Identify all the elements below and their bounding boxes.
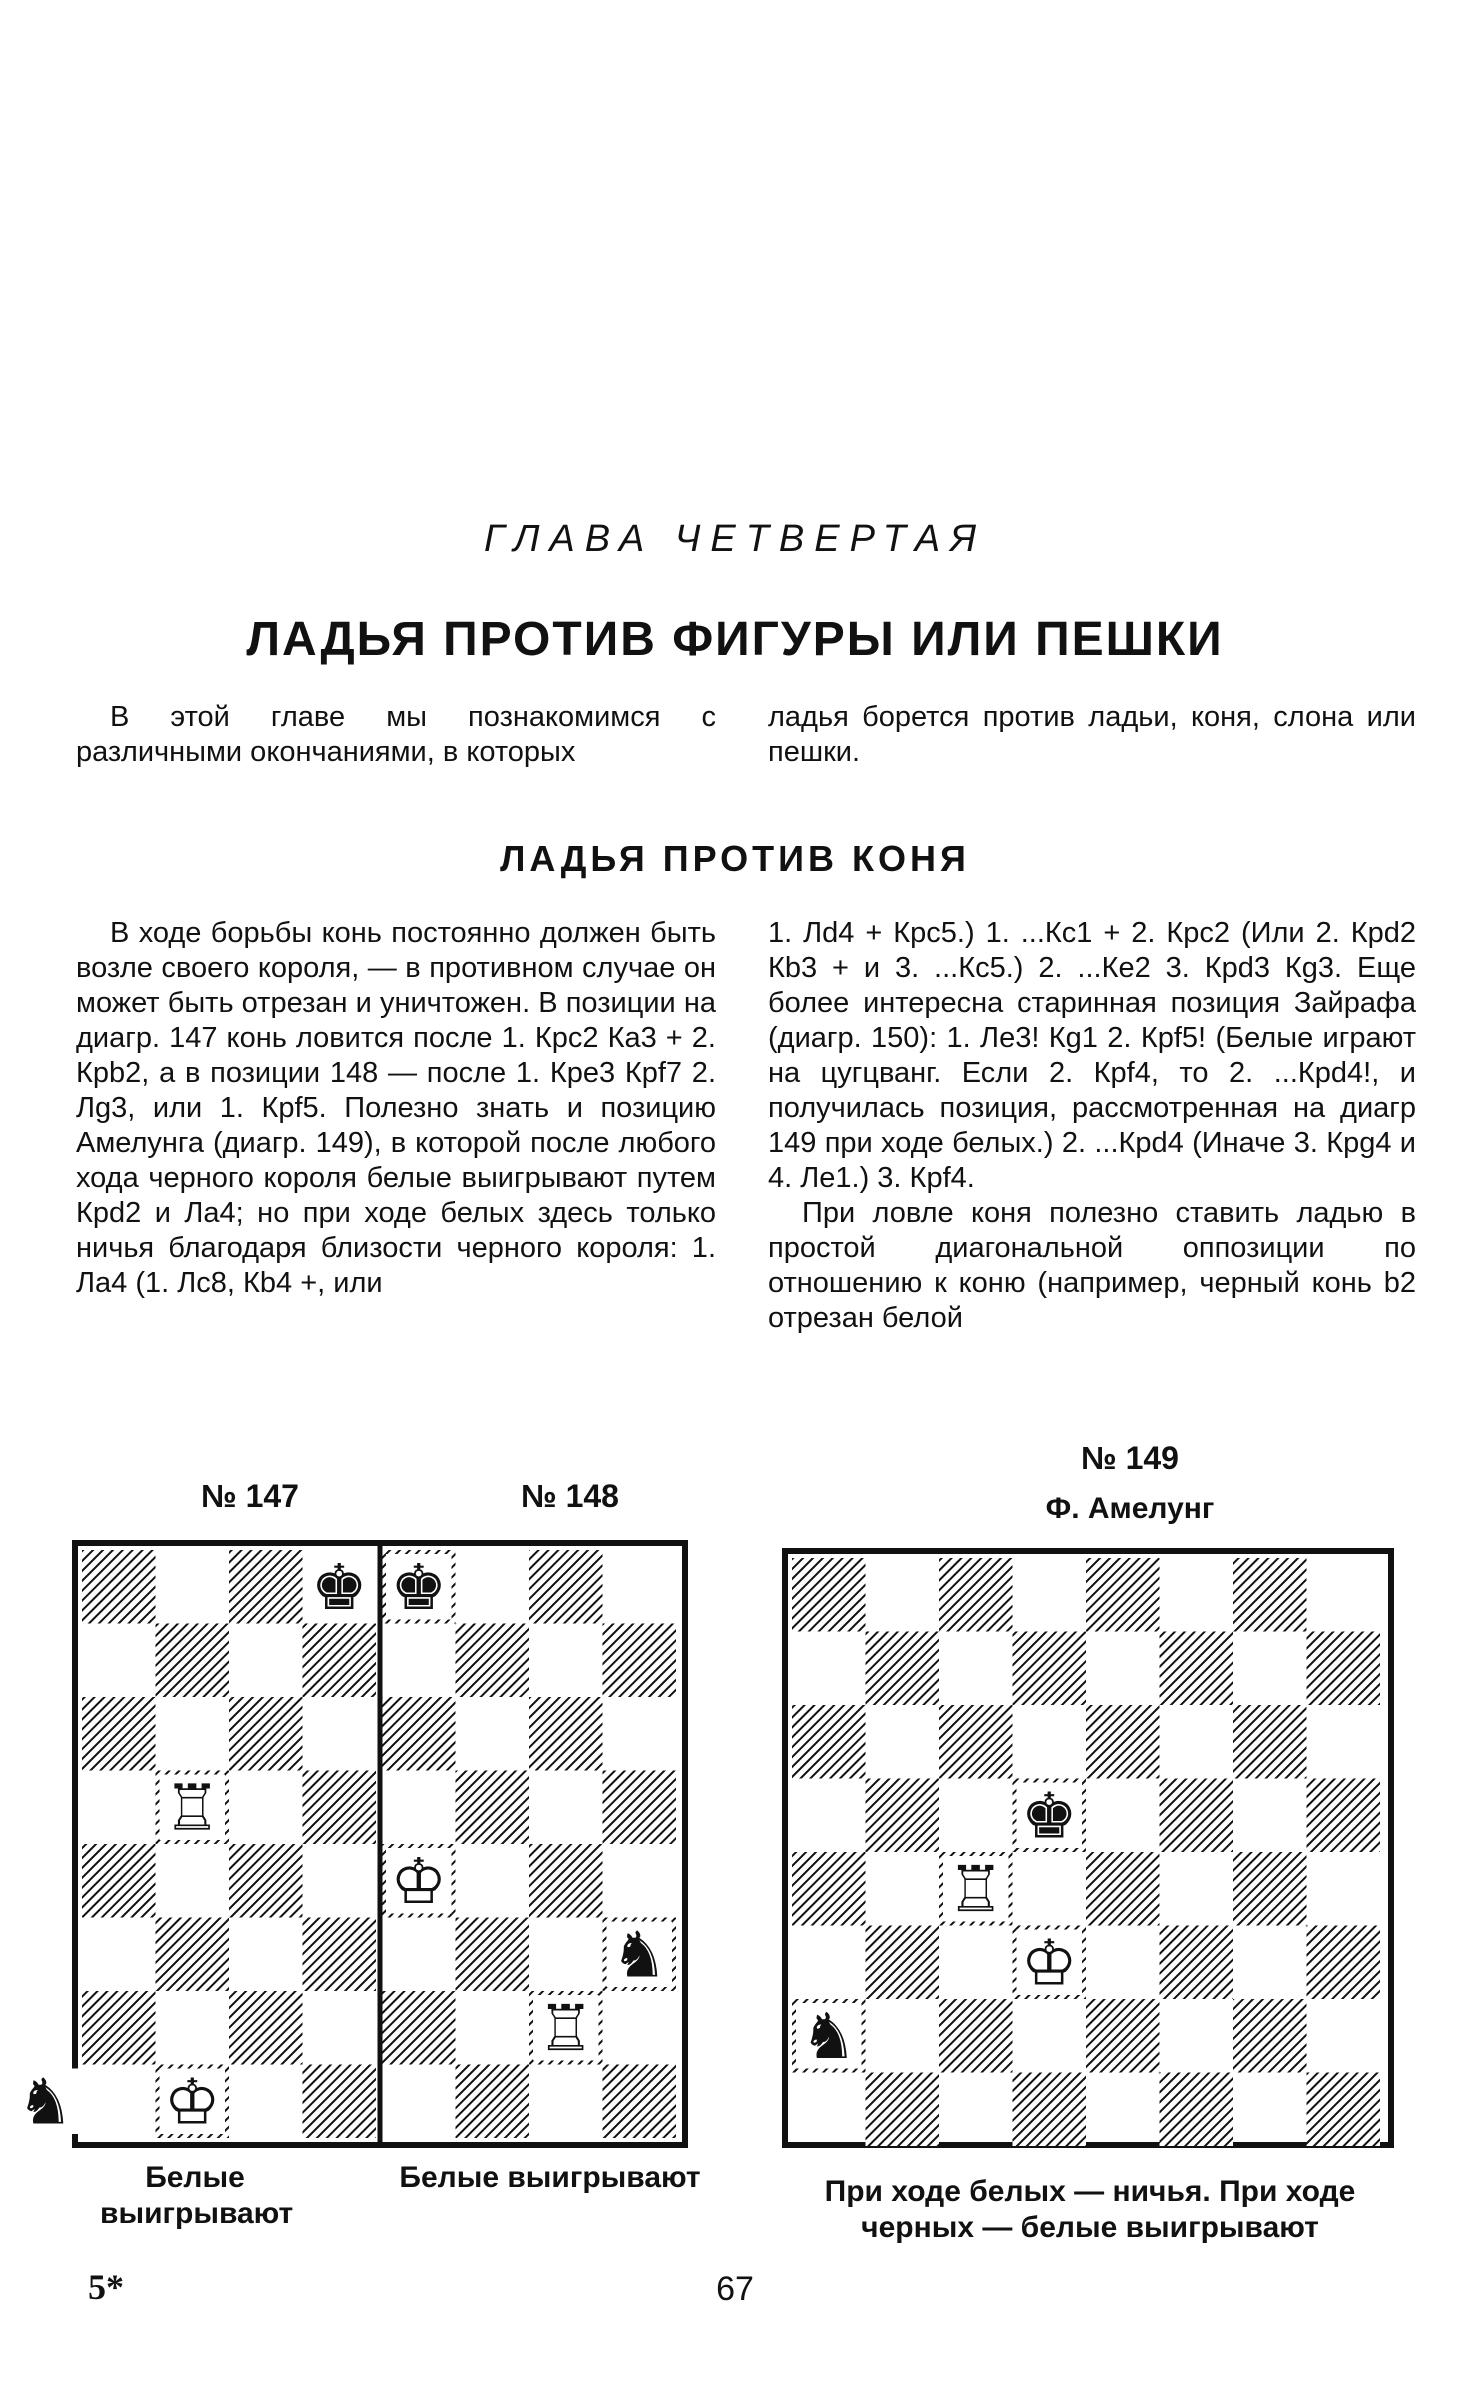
piece-148-white-king-a4: ♔ [390, 1843, 448, 1918]
dark-square [82, 1697, 156, 1771]
diagram-149-author: Ф. Амелунг [1045, 1492, 1215, 1525]
dark-square [529, 1844, 603, 1918]
right-column-p1: 1. Лd4 + Крс5.) 1. ...Кс1 + 2. Крс2 (Или 2. Крd2 Кb3 + и 3. ...Кс5.) 2. ...Ке2 3. Крd3 Кg3. Еще более интересна старинная позиция Зайрафа (диагр. 150): 1. Ле3! Кg1 2. Крf5! (Белые играют на цугцванг. Если 2. Крf4, то 2. ...Крd4!, и получилась позиция, рассмотренная на диагр 149 при ходе белых.) 2. ...Крd4 (Иначе 3. Крg4 и 4. Ле1.) 3. Крf4. [768, 917, 1416, 1194]
dark-square [1086, 1999, 1160, 2073]
diagram-148-caption: Белые выигрывают [399, 2161, 701, 2194]
left-column [76, 916, 716, 1301]
dark-square [939, 1999, 1013, 2073]
dark-square [1307, 2073, 1381, 2147]
dark-square [1233, 1558, 1307, 1632]
right-column-p2: При ловле коня полезно ставить ладью в простой диагональной оппозиции по отношению к коню (например, черный конь b2 отрезан белой [768, 1197, 1416, 1334]
intro-right [768, 700, 1416, 770]
piece-149-black-king-d5: ♚ [1020, 1778, 1078, 1853]
piece-149-white-rook-c4: ♖ [947, 1851, 1005, 1926]
dark-square [792, 1852, 866, 1926]
piece-147-white-rook-d5: ♖ [163, 1770, 221, 1845]
diagram-149-board-frame [782, 1548, 1394, 2148]
dark-square [939, 1705, 1013, 1779]
diagram-149-caption: При ходе белых — ничья. При ходе черных — белые выигрывают [824, 2175, 1356, 2244]
dark-square [456, 1918, 530, 1992]
dark-square [456, 1624, 530, 1698]
dark-square [156, 1918, 230, 1992]
dark-square [229, 1697, 303, 1771]
piece-147-black-knight-b1: ♞ [16, 2064, 74, 2139]
dark-square [303, 2065, 377, 2139]
dark-square [82, 1550, 156, 1624]
dark-square [82, 1991, 156, 2065]
dark-square [866, 2073, 940, 2147]
dark-square [229, 1550, 303, 1624]
diagram-147-148-board-pair [16, 1540, 688, 2148]
intro-left-text: В этой главе мы познакомимся с различными окончаниями, в которых [76, 701, 716, 768]
dark-square [1086, 1852, 1160, 1926]
dark-square [1307, 1926, 1381, 2000]
chapter-title: ЛАДЬЯ ПРОТИВ ФИГУРЫ ИЛИ ПЕШКИ [246, 613, 1224, 666]
dark-square [229, 1991, 303, 2065]
dark-square [1307, 1632, 1381, 1706]
dark-square [792, 1705, 866, 1779]
dark-square [1160, 1779, 1234, 1853]
left-column-text: В ходе борьбы конь постоянно должен быть возле своего короля, — в противном случае он может быть отрезан и уничтожен. В позиции на диагр. 147 конь ловится после 1. Крс2 Ка3 + 2. Крb2, а в позиции 148 — после 1. Кре3 Крf7 2. Лg3, или 1. Крf5. Полезно знать и позицию Амелунга (диагр. 149), в которой после любого хода черного короля белые выигрывают путем Крd2 и Ла4; но при ходе белых здесь только ничья благодаря близости черного короля: 1. Ла4 (1. Лс8, Кb4 +, или [76, 917, 716, 1299]
dark-square [382, 1697, 456, 1771]
dark-square [1233, 1705, 1307, 1779]
dark-square [303, 1918, 377, 1992]
section-title: ЛАДЬЯ ПРОТИВ КОНЯ [500, 838, 970, 879]
signature-mark: 5* [88, 2267, 124, 2307]
dark-square [1160, 1926, 1234, 2000]
right-column [768, 916, 1416, 1336]
dark-square [529, 1550, 603, 1624]
dark-square [156, 1624, 230, 1698]
dark-square [1307, 1779, 1381, 1853]
diagram-147-label: № 147 [201, 1478, 299, 1514]
dark-square [603, 1624, 677, 1698]
piece-148-black-king-a8: ♚ [390, 1549, 448, 1624]
diagram-147-caption: Белые выигрывают [100, 2161, 294, 2230]
dark-square [939, 1558, 1013, 1632]
dark-square [603, 1771, 677, 1845]
piece-148-white-rook-c2: ♖ [537, 1990, 595, 2065]
piece-149-white-king-d3: ♔ [1020, 1925, 1078, 2000]
piece-149-black-knight-a2: ♞ [800, 1998, 858, 2073]
chapter-label: ГЛАВА ЧЕТВЕРТАЯ [483, 518, 987, 560]
piece-147-black-king-f8: ♚ [310, 1549, 368, 1624]
dark-square [1160, 2073, 1234, 2147]
dark-square [456, 1771, 530, 1845]
dark-square [82, 1844, 156, 1918]
dark-square [866, 1779, 940, 1853]
diagram-149-label: № 149 [1081, 1440, 1179, 1476]
diagram-148-label: № 148 [521, 1478, 619, 1514]
dark-square [303, 1771, 377, 1845]
dark-square [1233, 1852, 1307, 1926]
dark-square [866, 1632, 940, 1706]
dark-square [1086, 1705, 1160, 1779]
dark-square [303, 1624, 377, 1698]
dark-square [866, 1926, 940, 2000]
page-number: 67 [716, 2270, 754, 2308]
dark-square [382, 1991, 456, 2065]
dark-square [1086, 1558, 1160, 1632]
piece-147-white-king-d1: ♔ [163, 2064, 221, 2139]
dark-square [1160, 1632, 1234, 1706]
dark-square [603, 2065, 677, 2139]
intro-left [76, 700, 716, 770]
dark-square [1013, 2073, 1087, 2147]
dark-square [456, 2065, 530, 2139]
dark-square [792, 1558, 866, 1632]
dark-square [529, 1697, 603, 1771]
dark-square [1233, 1999, 1307, 2073]
dark-square [229, 1844, 303, 1918]
piece-148-black-knight-d3: ♞ [610, 1917, 668, 1992]
dark-square [1013, 1632, 1087, 1706]
intro-right-text: ладья борется против ладьи, коня, слона или пешки. [768, 701, 1416, 768]
